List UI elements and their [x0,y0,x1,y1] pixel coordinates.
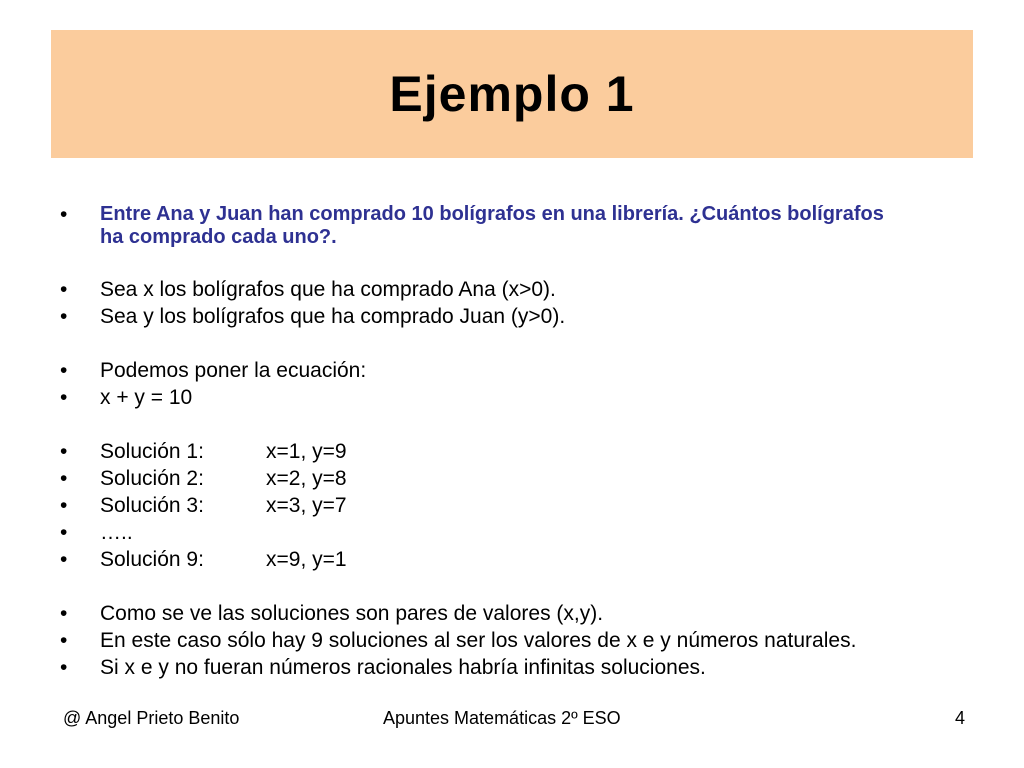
bullet: • [60,359,68,382]
equation: x + y = 10 [100,386,193,409]
equation-intro: Podemos poner la ecuación: [100,359,367,382]
list-item [60,357,960,384]
definition-x: Sea x los bolígrafos que ha comprado Ana (x>0). [100,278,556,301]
solution-value: x=1, y=9 [266,440,347,463]
solution-label: Solución 3: [100,494,204,517]
slide-title: Ejemplo 1 [389,66,635,122]
list-item [60,654,960,681]
conclusion: En este caso sólo hay 9 soluciones al ser los valores de x e y números naturales. [100,629,857,652]
bullet: • [60,656,68,679]
solution-label: Solución 9: [100,548,204,571]
bullet: • [60,521,68,544]
list-item [60,384,960,411]
list-item [60,303,960,330]
bullet: • [60,467,68,490]
page-number: 4 [955,708,966,728]
solution-value: x=2, y=8 [266,467,347,490]
slide-footer [0,706,1024,730]
bullet: • [60,494,68,517]
solution-item [60,465,960,492]
solution-label: Solución 1: [100,440,204,463]
bullet: • [60,386,68,409]
slide-content [60,200,960,681]
list-item [60,276,960,303]
bullet: • [60,440,68,463]
question-item [60,203,960,249]
list-item [60,627,960,654]
definition-y: Sea y los bolígrafos que ha comprado Juan (y>0). [100,305,566,328]
ellipsis: ….. [100,521,133,544]
conclusion: Como se ve las soluciones son pares de valores (x,y). [100,602,604,625]
solution-value: x=3, y=7 [266,494,347,517]
bullet: • [60,278,68,301]
solution-item [60,546,960,573]
solution-label: Solución 2: [100,467,204,490]
solution-item [60,492,960,519]
footer-course: Apuntes Matemáticas 2º ESO [383,708,621,728]
bullet: • [60,203,68,226]
solution-value: x=9, y=1 [266,548,347,571]
bullet: • [60,629,68,652]
list-item [60,519,960,546]
title-band [51,30,973,158]
list-item [60,600,960,627]
bullet: • [60,602,68,625]
bullet: • [60,548,68,571]
solution-item [60,438,960,465]
conclusion: Si x e y no fueran números racionales habría infinitas soluciones. [100,656,706,679]
problem-statement: Entre Ana y Juan han comprado 10 bolígrafos en una librería. ¿Cuántos bolígrafos ha comprado cada uno?. [100,203,884,248]
bullet: • [60,305,68,328]
footer-author: @ Angel Prieto Benito [63,708,240,728]
